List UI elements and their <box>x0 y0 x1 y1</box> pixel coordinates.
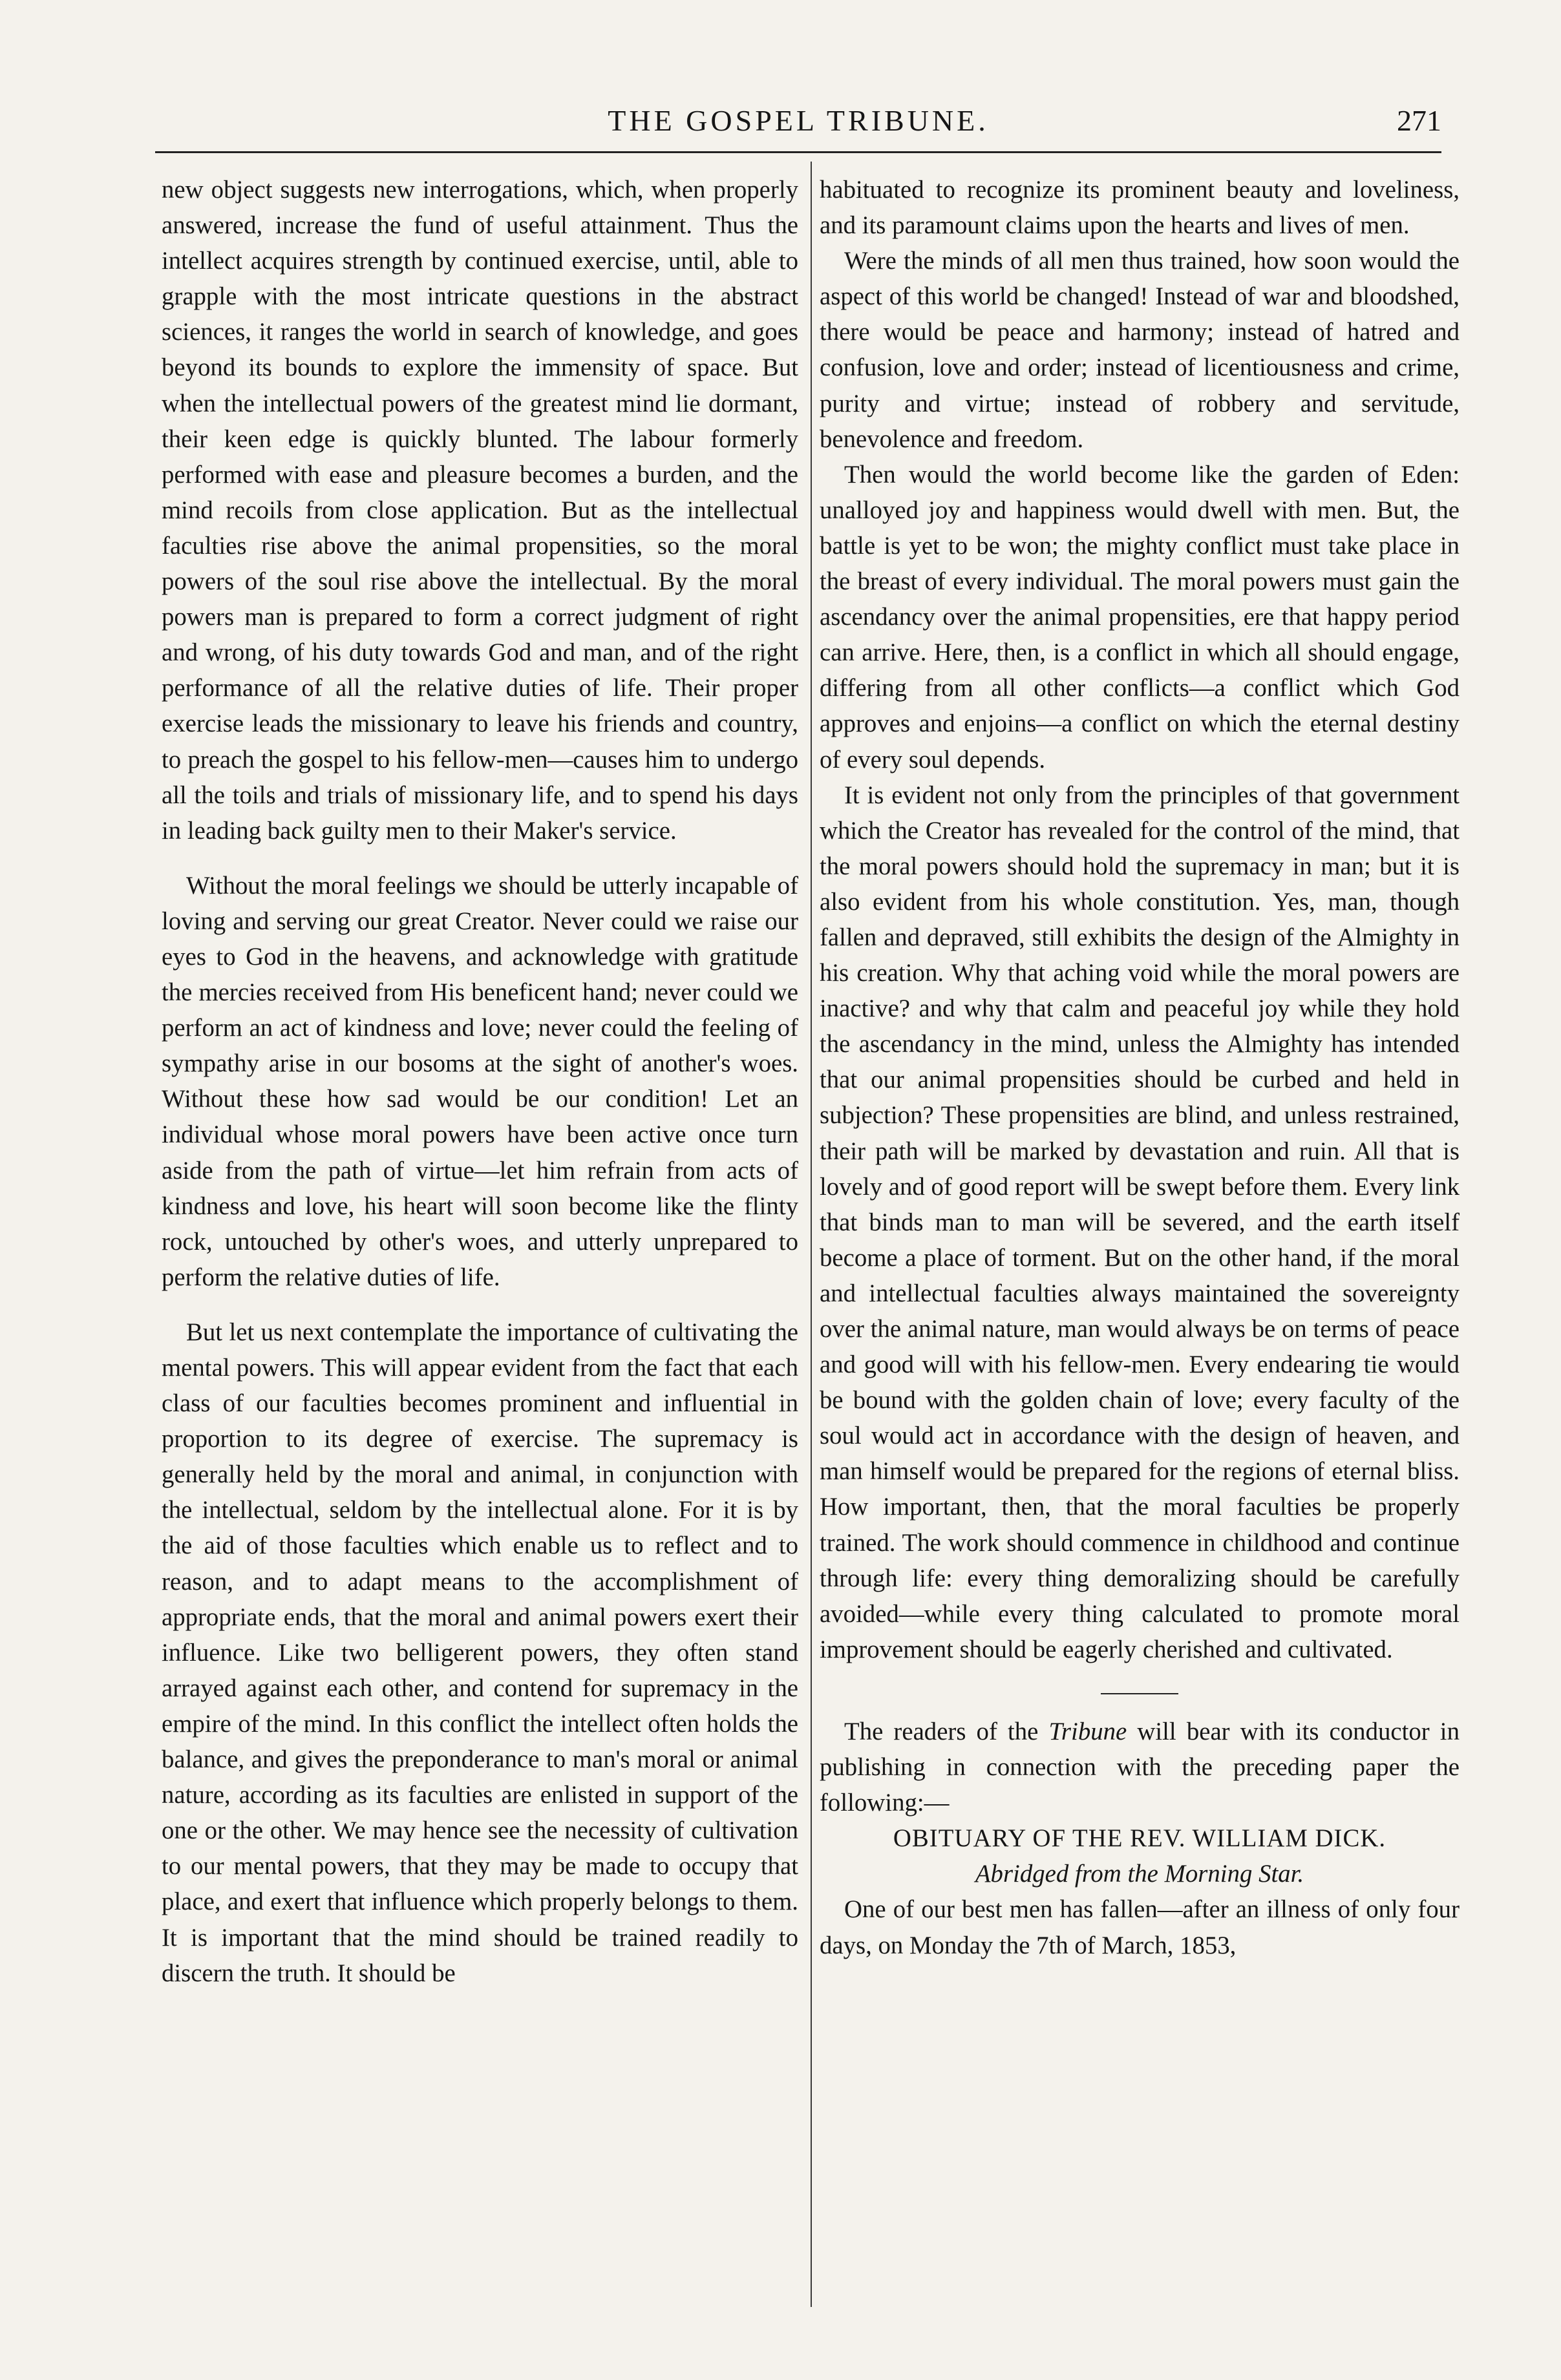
left-paragraph-3: But let us next contemplate the importance of cultivating the mental powers. This will appear evident from the fact that each class of our faculties becomes prominent and influential in proportion to its degree of exercise. The supremacy is generally held by the moral and animal, in conjunction with the intellectual, seldom by the intellectual alone. For it is by the aid of those faculties which enable us to reflect and to reason, and to adapt means to the accomplishment of appropriate ends, that the moral and animal powers exert their influence. Like two belligerent powers, they often stand arrayed against each other, and contend for supremacy in the empire of the mind. In this conflict the intellect often holds the balance, and gives the preponderance to man's moral or animal nature, according as its faculties are enlisted in support of the one or the other. We may hence see the necessity of cultivation to our mental powers, that they may be made to occupy that place, and exert that influence which properly belongs to them. It is important that the mind should be trained readily to discern the truth. It should be <box>162 1318 798 1987</box>
editor-note <box>820 1714 1460 1820</box>
running-title: THE GOSPEL TRIBUNE. <box>608 104 989 137</box>
right-paragraph-2: Were the minds of all men thus trained, how soon would the aspect of this world be changed! Instead of war and bloodshed, there would be peace and harmony; instead of hatred and confusion, love and order; instead of licentiousness and crime, purity and virtue; instead of robbery and servitude, benevolence and freedom. <box>820 247 1460 453</box>
obituary-opening: One of our best men has fallen—after an illness of only four days, on Monday the 7th of March, 1853, <box>820 1895 1460 1959</box>
right-paragraph-4: It is evident not only from the principles of that government which the Creator has revealed for the control of the mind, that the moral powers should hold the supremacy in man; but it is also evident from his whole constitution. Yes, man, though fallen and depraved, still exhibits the design of the Almighty in his creation. Why that aching void while the moral powers are inactive? and why that calm and peaceful joy while they hold the ascendancy in the mind, unless the Almighty has intended that our animal propensities should be curbed and held in subjection? These propensities are blind, and unless restrained, their path will be marked by devastation and ruin. All that is lovely and of good report will be swept before them. Every link that binds man to man will be severed, and the earth itself become a place of torment. But on the other hand, if the moral and intellectual faculties always maintained the sovereignty over the animal nature, man would always be on terms of peace and good will with his fellow-men. Every endearing tie would be bound with the golden chain of love; every faculty of the soul would act in accordance with the design of heaven, and man himself would be prepared for the regions of eternal bliss. How important, then, that the moral faculties be properly trained. The work should commence in childhood and continue through life: every thing demoralizing should be carefully avoided—while every thing calculated to promote moral improvement should be eagerly cherished and cultivated. <box>820 781 1460 1663</box>
right-column <box>820 172 1460 1963</box>
left-paragraph-2: Without the moral feelings we should be utterly incapable of loving and serving our great Creator. Never could we raise our eyes to God in the heavens, and acknowledge with gratitude the mercies received from His beneficent hand; never could we perform an act of kindness and love; never could the feeling of sympathy arise in our bosoms at the sight of another's woes. Without these how sad would be our condition! Let an individual whose moral powers have been active once turn aside from the path of virtue—let him refrain from acts of kindness and love, his heart will soon become like the flinty rock, untouched by other's woes, and utterly unprepared to perform the relative duties of life. <box>162 871 798 1291</box>
obituary-subheading: Abridged from the Morning Star. <box>975 1860 1304 1888</box>
tribune-title: Tribune <box>1048 1717 1127 1745</box>
right-paragraph-3: Then would the world become like the garden of Eden: unalloyed joy and happiness would dwell with men. But, the battle is yet to be won; the mighty conflict must take place in the breast of every individual. The moral powers must gain the ascendancy over the animal propensities, ere that happy period can arrive. Here, then, is a conflict in which all should engage, differing from all other conflicts—a conflict which God approves and enjoins—a conflict on which the eternal destiny of every soul depends. <box>820 460 1460 774</box>
editor-note-end: will bear with its conductor in publishing in connection with the preceding paper the following:— <box>820 1717 1460 1817</box>
header-rule <box>155 151 1441 153</box>
page-number: 271 <box>1397 104 1441 137</box>
editor-note-start: The readers of the <box>844 1717 1039 1745</box>
column-divider <box>811 162 812 2307</box>
obituary-heading: OBITUARY OF THE REV. WILLIAM DICK. <box>893 1824 1386 1853</box>
left-paragraph-1: new object suggests new interrogations, which, when properly answered, increase the fund of useful attainment. Thus the intellect acquires strength by continued exercise, until, able to grapple with the most intricate questions in the abstract sciences, it ranges the world in search of knowledge, and goes beyond its bounds to explore the immensity of space. But when the intellectual powers of the greatest mind lie dormant, their keen edge is quickly blunted. The labour formerly performed with ease and pleasure becomes a burden, and the mind recoils from close application. But as the intellectual faculties rise above the animal propensities, so the moral powers of the soul rise above the intellectual. By the moral powers man is prepared to form a correct judgment of right and wrong, of his duty towards God and man, and of the right performance of all the relative duties of life. Their proper exercise leads the missionary to leave his friends and country, to preach the gospel to his fellow-men—causes him to undergo all the toils and trials of missionary life, and to spend his days in leading back guilty men to their Maker's service. <box>162 176 798 845</box>
right-paragraph-1: habituated to recognize its prominent beauty and loveliness, and its paramount claims upon the hearts and lives of men. <box>820 176 1460 240</box>
left-column <box>162 172 798 1991</box>
section-divider <box>1101 1693 1178 1694</box>
page-header <box>155 103 1441 149</box>
